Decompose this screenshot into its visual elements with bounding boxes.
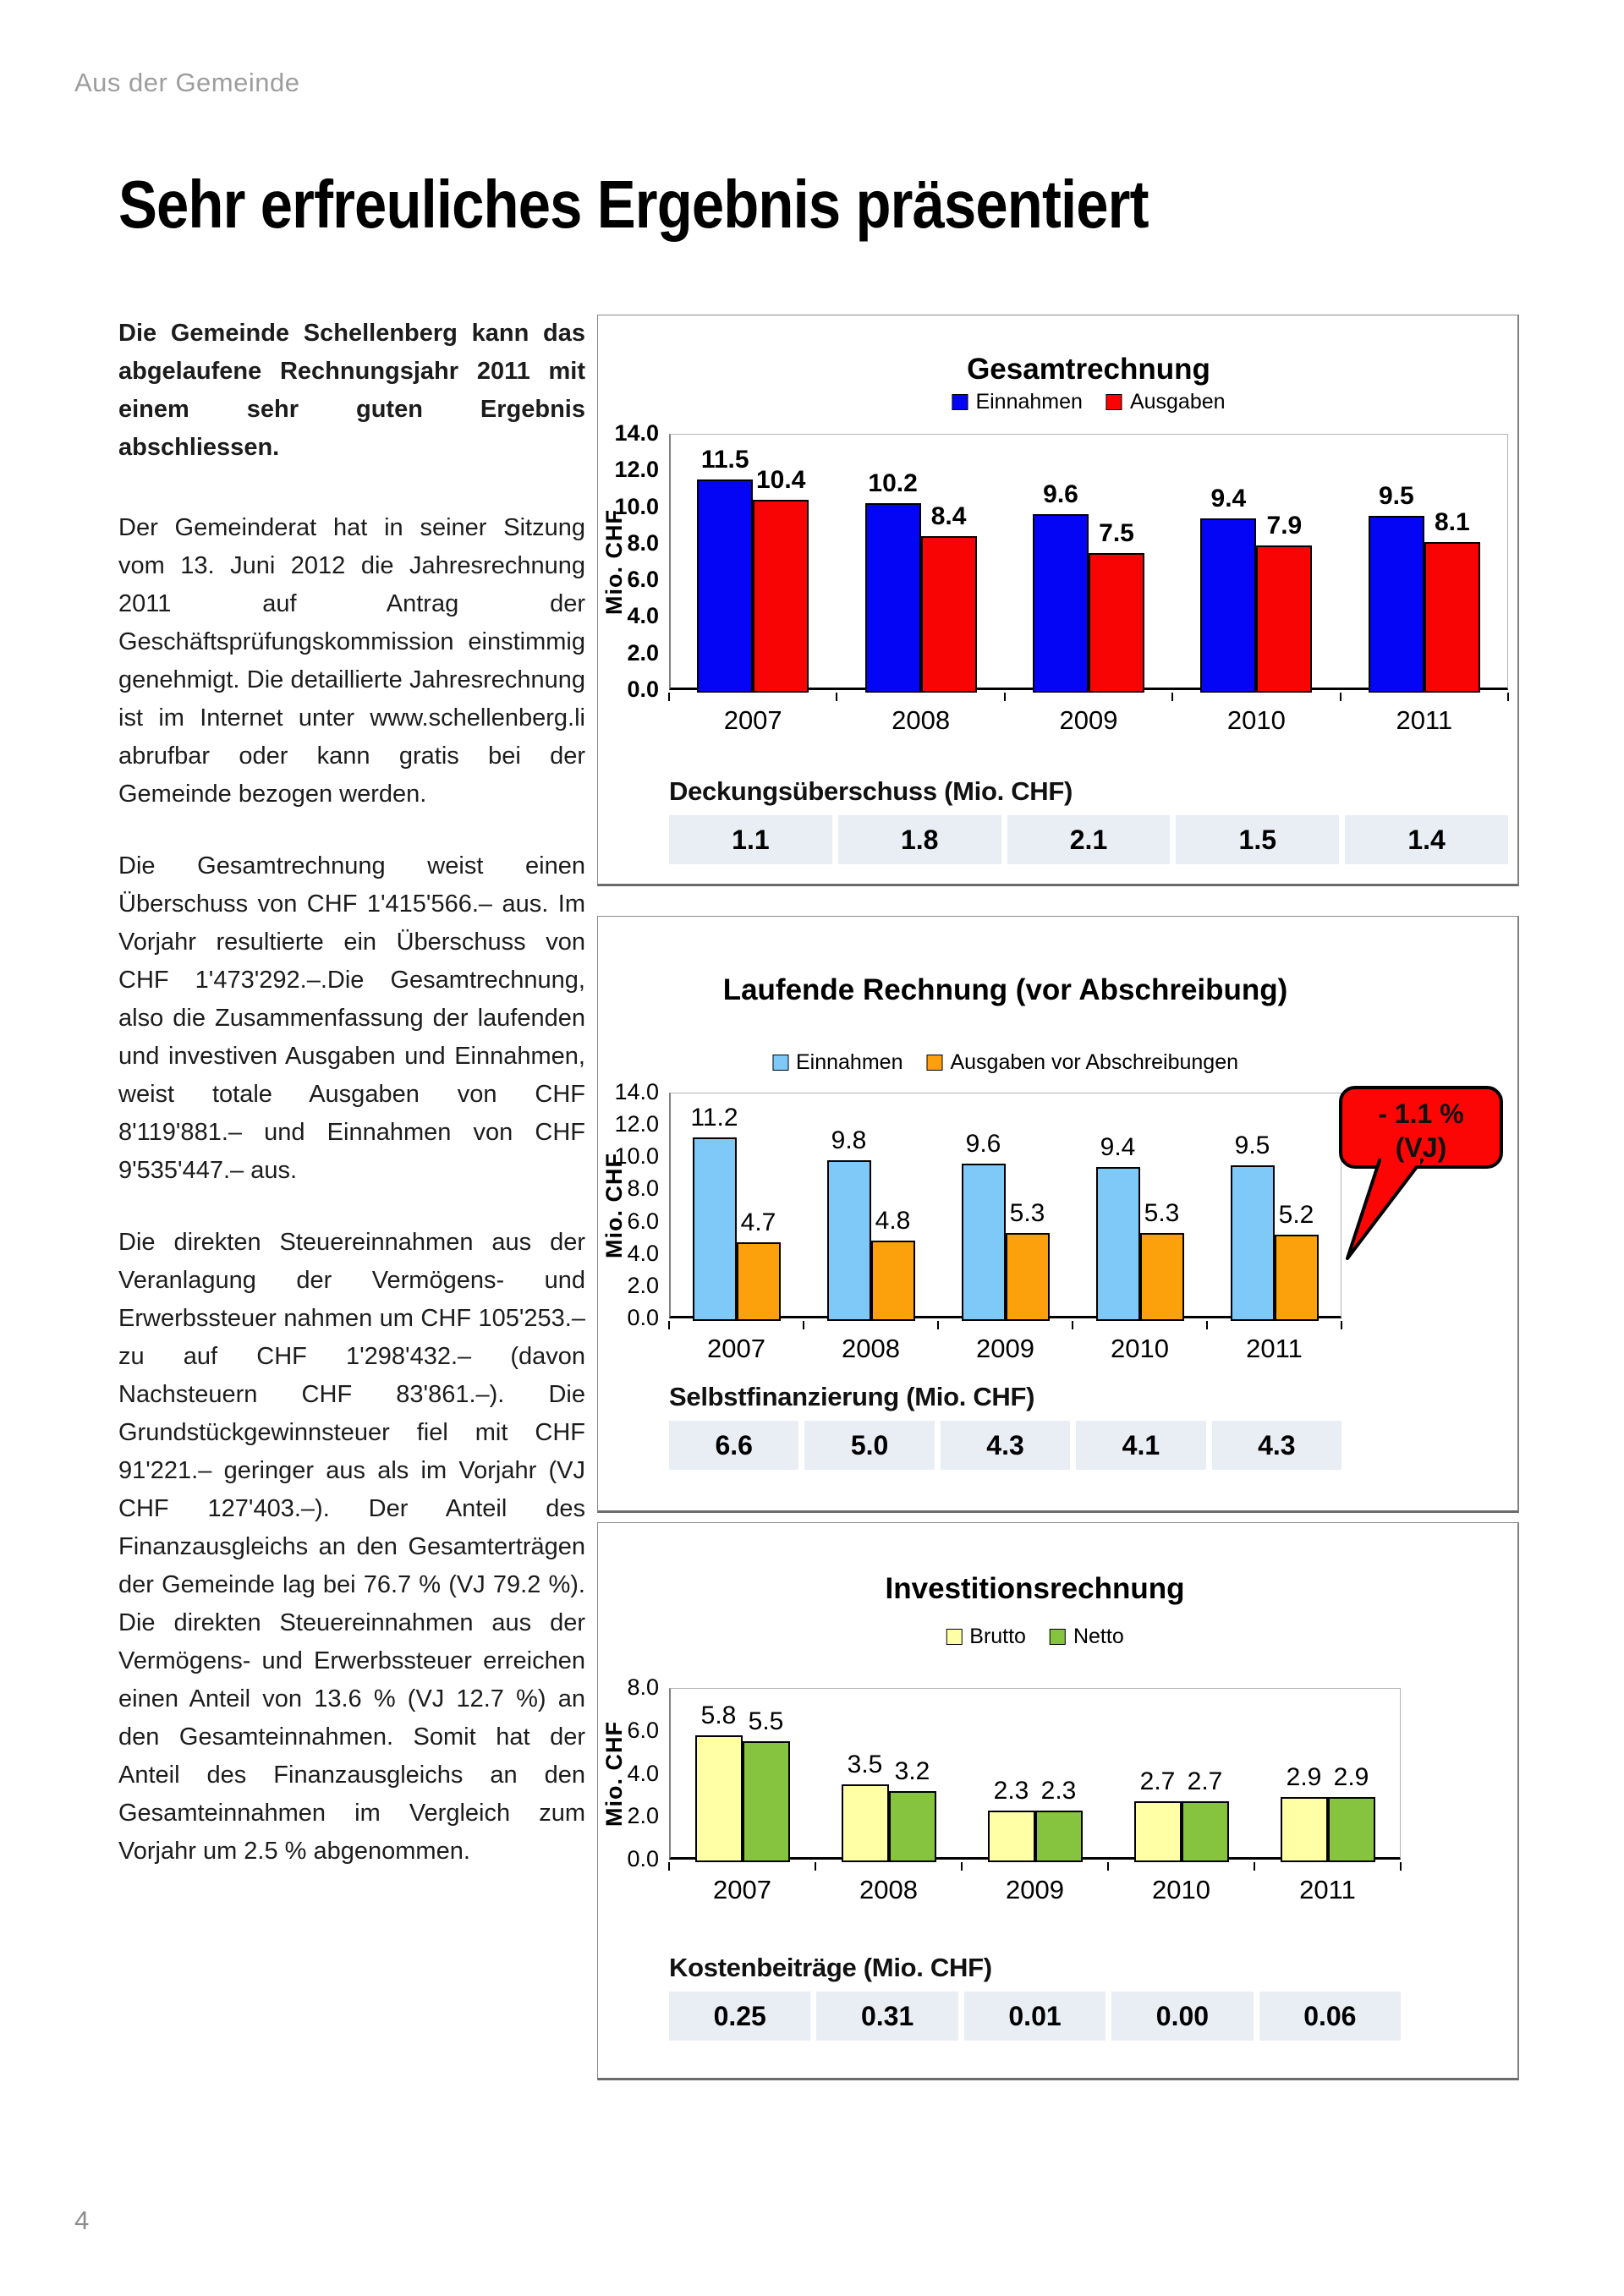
x-axis-tick [937, 1321, 939, 1329]
x-axis-label: 2008 [892, 705, 951, 735]
legend-item [926, 1050, 1238, 1075]
table-cell: 1.1 [669, 815, 832, 864]
x-axis-tick [1206, 1321, 1208, 1329]
y-axis-tick-label: 6.0 [627, 567, 659, 593]
x-axis-tick [961, 1862, 963, 1871]
y-axis-tick-label: 2.0 [627, 639, 659, 666]
bar-value-label: 3.5 [847, 1751, 883, 1779]
table-cell: 1.8 [838, 815, 1001, 864]
chart-title: Laufende Rechnung (vor Abschreibung) [722, 973, 1288, 1006]
table-cell: 0.01 [964, 1992, 1106, 2041]
bar-value-label: 10.4 [755, 465, 806, 494]
bar-ausgaben-2010 [1140, 1233, 1184, 1321]
legend-label: Ausgaben [1129, 390, 1226, 414]
y-axis-tick-label: 0.0 [627, 1846, 659, 1871]
y-axis-title-text: Mio. CHF [601, 1153, 627, 1258]
x-axis-tick [836, 693, 837, 701]
bar-value-label: 5.2 [1278, 1200, 1314, 1229]
bar-value-label: 5.3 [1144, 1198, 1180, 1227]
table-cell: 1.5 [1176, 815, 1339, 864]
x-axis-tick [668, 1321, 670, 1329]
y-axis-title [596, 1093, 632, 1318]
x-axis-label: 2007 [707, 1334, 765, 1363]
bar-value-label: 9.8 [831, 1126, 867, 1155]
bar-ausgaben-2010 [1256, 545, 1312, 693]
x-axis-label: 2008 [859, 1875, 918, 1904]
bar-value-label: 7.5 [1099, 518, 1134, 547]
y-axis-tick-label: 0.0 [627, 1305, 659, 1330]
legend-label: Einnahmen [795, 1050, 903, 1074]
y-axis-tick-label: 14.0 [614, 1079, 659, 1104]
y-axis-tick-label: 0.0 [627, 677, 659, 702]
y-axis-tick-label: 4.0 [627, 603, 659, 629]
page-number: 4 [74, 2206, 90, 2235]
legend-swatch-icon [946, 1629, 962, 1645]
y-axis-tick-label: 2.0 [627, 1272, 659, 1298]
x-axis-label: 2009 [1006, 1875, 1064, 1904]
bar-ausgaben-2011 [1275, 1235, 1319, 1321]
bar-value-label: 11.5 [700, 446, 749, 474]
y-axis-tick-label: 12.0 [614, 457, 659, 483]
bar-brutto-2009 [988, 1811, 1035, 1862]
bar-value-label: 5.8 [700, 1701, 737, 1729]
x-axis-tick [815, 1862, 816, 1871]
x-axis-tick [1341, 1321, 1342, 1329]
bar-netto-2008 [889, 1791, 936, 1862]
bar-value-label: 4.8 [875, 1207, 911, 1236]
y-axis-tick-label: 8.0 [627, 1674, 659, 1700]
bar-brutto-2010 [1134, 1801, 1182, 1862]
y-axis-tick-label: 14.0 [614, 420, 659, 446]
legend-item [772, 1050, 903, 1075]
bar-value-label: 3.2 [894, 1756, 930, 1785]
legend-swatch-icon [1106, 394, 1122, 410]
legend-swatch-icon [952, 394, 968, 410]
legend-swatch-icon [772, 1055, 788, 1071]
x-axis-label: 2010 [1226, 705, 1286, 735]
bar-einnahmen-2011 [1369, 516, 1424, 693]
bar-brutto-2011 [1281, 1797, 1328, 1862]
legend-item [1106, 390, 1226, 414]
bar-value-label: 8.4 [930, 502, 967, 531]
table-label: Deckungsüberschuss (Mio. CHF) [669, 776, 1073, 806]
x-axis-label: 2007 [713, 1875, 771, 1904]
value-table [669, 1992, 1401, 2041]
bar-netto-2007 [743, 1741, 790, 1862]
x-axis-tick [1400, 1862, 1402, 1871]
speech-bubble-icon [1319, 1082, 1509, 1269]
bar-value-label: 5.3 [1009, 1198, 1045, 1227]
legend-label: Netto [1073, 1625, 1124, 1648]
x-axis-tick [1254, 1862, 1255, 1871]
chart-box-investitionsrechnung [597, 1522, 1519, 2080]
y-axis-title [596, 1688, 632, 1860]
y-axis-title-text: Mio. CHF [601, 1721, 627, 1827]
bar-value-label: 2.9 [1286, 1763, 1322, 1792]
chart-box-laufende-rechnung [597, 916, 1519, 1513]
article-paragraph-2: Die Gesamtrechnung weist einen Überschuss von CHF 1'415'566.– aus. Im Vorjahr resultierte ein Überschuss von CHF 1'473'292.–.Die Gesamtrechnung, also die Zusammenfassung der laufenden und investiven Ausgaben und Einnahmen, weist totale Ausgaben von CHF 8'119'881.– und Einnahmen von CHF 9'535'447.– aus. [118, 852, 585, 1184]
x-axis-tick [668, 1862, 670, 1871]
x-axis-label: 2011 [1299, 1875, 1356, 1904]
x-axis-tick [668, 693, 670, 701]
table-cell: 0.25 [669, 1992, 810, 2041]
bar-netto-2011 [1328, 1797, 1375, 1862]
svg-text:(VJ): (VJ) [1395, 1132, 1447, 1163]
bar-einnahmen-2010 [1200, 518, 1256, 693]
y-axis-tick-label: 12.0 [614, 1111, 659, 1137]
bar-value-label: 2.9 [1333, 1763, 1369, 1792]
table-cell: 4.3 [941, 1421, 1070, 1470]
y-axis-title [596, 434, 632, 690]
legend-swatch-icon [926, 1055, 942, 1071]
chart-box-gesamtrechnung [597, 315, 1519, 886]
bar-value-label: 5.5 [748, 1707, 784, 1736]
y-axis-tick-label: 2.0 [627, 1803, 659, 1829]
table-cell: 0.00 [1111, 1992, 1253, 2041]
bar-netto-2010 [1182, 1801, 1229, 1862]
article-paragraph-3: Die direkten Steuereinnahmen aus der Veranlagung der Vermögens- und Erwerbssteuer nahmen um CHF 105'253.– zu auf CHF 1'298'432.– (davon Nachsteuern CHF 83'861.–). Die Grundstückgewinnsteuer fiel mit CHF 91'221.– geringer aus als im Vorjahr (VJ CHF 127'403.–). Der Anteil des Finanzausgleichs an den Gesamterträgen der Gemeinde lag bei 76.7 % (VJ 79.2 %). Die direkten Steuereinnahmen aus der Vermögens- und Erwerbssteuer erreichen einen Anteil von 13.6 % (VJ 12.7 %) an den Gesamteinnahmen. Somit hat der Anteil des Finanzausgleichs an den Gesamteinnahmen im Vergleich zum Vorjahr um 2.5 % abgenommen. [118, 1229, 585, 1865]
bar-value-label: 9.5 [1378, 482, 1414, 511]
table-cell: 0.31 [816, 1992, 957, 2041]
page-title: Sehr erfreuliches Ergebnis präsentiert [118, 167, 1149, 242]
bar-value-label: 10.2 [868, 469, 918, 498]
bar-einnahmen-2010 [1096, 1167, 1140, 1321]
article-lead: Die Gemeinde Schellenberg kann das abgelaufene Rechnungsjahr 2011 mit einem sehr guten Ergebnis abschliessen. [118, 320, 585, 461]
charts-column [597, 0, 1519, 2296]
bar-value-label: 2.7 [1187, 1767, 1223, 1796]
table-cell: 4.3 [1212, 1421, 1341, 1470]
y-axis-tick-label: 6.0 [627, 1208, 659, 1234]
x-axis-label: 2008 [842, 1334, 900, 1363]
article-column [118, 315, 585, 1904]
y-axis-tick-label: 4.0 [627, 1240, 659, 1266]
table-label: Selbstfinanzierung (Mio. CHF) [669, 1382, 1035, 1411]
value-table [669, 1421, 1341, 1470]
bar-einnahmen-2009 [962, 1164, 1006, 1321]
x-axis-label: 2010 [1152, 1875, 1210, 1904]
legend-item [946, 1625, 1026, 1649]
bar-value-label: 4.7 [740, 1208, 776, 1237]
bar-netto-2009 [1035, 1811, 1083, 1862]
chart-legend [946, 1625, 1123, 1649]
y-axis-tick-label: 8.0 [627, 529, 659, 556]
bar-value-label: 8.1 [1434, 507, 1470, 536]
table-cell: 1.4 [1345, 815, 1508, 864]
legend-label: Ausgaben vor Abschreibungen [950, 1050, 1239, 1074]
bar-value-label: 9.4 [1210, 484, 1247, 512]
table-cell: 5.0 [804, 1421, 934, 1470]
x-axis-tick [1507, 693, 1509, 701]
x-axis-label: 2011 [1396, 705, 1453, 735]
bar-brutto-2008 [842, 1784, 889, 1862]
legend-swatch-icon [1050, 1629, 1066, 1645]
x-axis-label: 2011 [1246, 1334, 1303, 1363]
y-axis-tick-label: 10.0 [614, 1143, 659, 1170]
bar-brutto-2007 [695, 1735, 743, 1862]
x-axis-tick [1004, 693, 1006, 701]
y-axis-title-text: Mio. CHF [601, 509, 627, 615]
section-kicker: Aus der Gemeinde [74, 68, 300, 97]
chart-title: Investitionsrechnung [885, 1572, 1185, 1605]
bar-einnahmen-2008 [865, 503, 921, 693]
x-axis-tick [803, 1321, 804, 1329]
table-cell: 2.1 [1007, 815, 1171, 864]
x-axis-label: 2009 [976, 1334, 1034, 1363]
table-cell: 6.6 [669, 1421, 798, 1470]
bar-value-label: 2.3 [993, 1776, 1029, 1805]
bar-ausgaben-2009 [1089, 553, 1144, 693]
bar-value-label: 2.7 [1139, 1767, 1176, 1796]
bar-value-label: 9.6 [965, 1129, 1001, 1158]
x-axis-tick [1340, 693, 1341, 701]
bar-ausgaben-2008 [871, 1241, 915, 1321]
table-label: Kostenbeiträge (Mio. CHF) [669, 1953, 992, 1982]
x-axis-tick [1072, 1321, 1073, 1329]
x-axis-tick [1107, 1862, 1109, 1871]
bar-einnahmen-2008 [827, 1160, 871, 1321]
bar-ausgaben-2011 [1424, 542, 1480, 693]
y-axis-tick-label: 4.0 [627, 1760, 659, 1786]
bar-value-label: 11.2 [690, 1104, 738, 1132]
y-axis-tick-label: 6.0 [627, 1717, 659, 1743]
bar-value-label: 9.5 [1234, 1131, 1270, 1159]
legend-item [952, 390, 1082, 414]
bar-ausgaben-2007 [753, 500, 809, 693]
bar-einnahmen-2007 [697, 479, 753, 693]
table-cell: 4.1 [1076, 1421, 1205, 1470]
legend-label: Brutto [969, 1625, 1026, 1648]
callout-annotation [1319, 1082, 1509, 1269]
chart-legend [952, 390, 1225, 414]
table-cell: 0.06 [1259, 1992, 1401, 2041]
x-axis-label: 2009 [1059, 705, 1118, 735]
article-paragraph-1: Der Gemeinderat hat in seiner Sitzung vom 13. Juni 2012 die Jahresrechnung 2011 auf Antrag der Geschäftsprüfungskommission einstimmig genehmigt. Die detaillierte Jahresrechnung ist im Internet unter www.schellenberg.li abrufbar oder kann gratis bei der Gemeinde bezogen werden. [118, 514, 585, 808]
svg-text:- 1.1 %: - 1.1 % [1378, 1099, 1464, 1129]
bar-ausgaben-2008 [921, 536, 977, 693]
x-axis-label: 2010 [1111, 1334, 1169, 1363]
x-axis-tick [1171, 693, 1173, 701]
bar-ausgaben-2009 [1006, 1233, 1050, 1321]
y-axis-tick-label: 10.0 [614, 493, 659, 519]
chart-legend [772, 1050, 1238, 1075]
bar-einnahmen-2011 [1231, 1165, 1275, 1321]
legend-item [1050, 1625, 1124, 1649]
chart-title: Gesamtrechnung [967, 353, 1210, 386]
x-axis-label: 2007 [723, 705, 782, 735]
bar-value-label: 2.3 [1040, 1776, 1077, 1805]
y-axis-tick-label: 8.0 [627, 1175, 659, 1202]
bar-value-label: 9.6 [1043, 480, 1078, 509]
bar-value-label: 9.4 [1100, 1132, 1136, 1161]
value-table [669, 815, 1508, 864]
legend-label: Einnahmen [975, 390, 1083, 414]
bar-ausgaben-2007 [737, 1242, 781, 1321]
bar-value-label: 7.9 [1266, 512, 1303, 540]
